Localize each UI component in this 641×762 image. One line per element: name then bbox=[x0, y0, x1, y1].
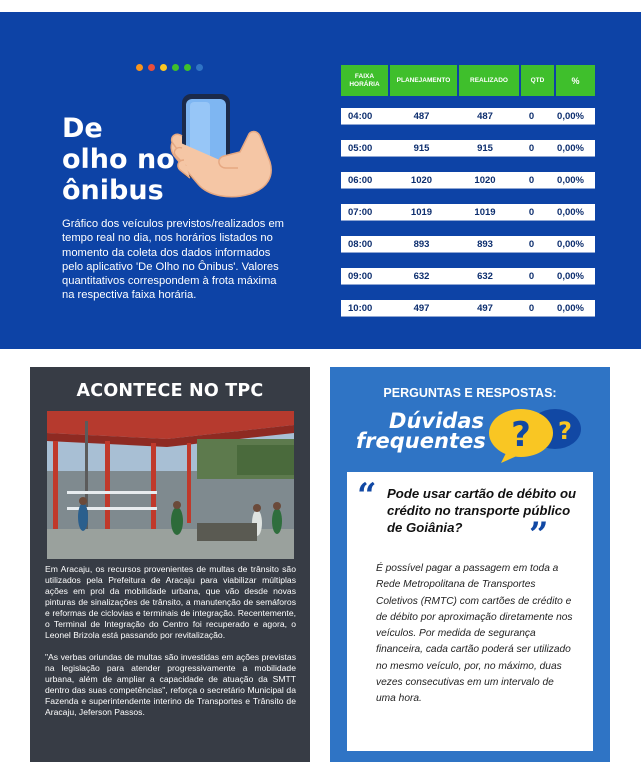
faq-card bbox=[347, 472, 593, 751]
cell-realizado: 1020 bbox=[474, 174, 496, 186]
faq-title-line-1: Dúvidas bbox=[389, 409, 484, 433]
table-row bbox=[341, 300, 595, 316]
cell-percent: 0,00% bbox=[557, 302, 584, 314]
news-paragraph-2: "As verbas oriundas de multas são investidas em ações previstas na legislação para atender progressivamente a mobilidade urbana, além de ampliar a capacidade de atuação da SMTT dentro das suas competências", reforça o secretário Municipal da Fazenda e superintendente interino de Transportes e Trânsito de Aracaju, Jeferson Passos. bbox=[45, 652, 296, 717]
cell-percent: 0,00% bbox=[557, 206, 584, 218]
cell-qtd: 0 bbox=[528, 142, 535, 154]
cell-planejamento: 915 bbox=[413, 142, 430, 154]
table-row bbox=[341, 172, 595, 188]
cell-qtd: 0 bbox=[528, 302, 535, 314]
cell-realizado: 487 bbox=[477, 110, 493, 122]
table-row bbox=[341, 140, 595, 156]
cell-realizado: 632 bbox=[477, 270, 493, 282]
faq-title-line-2: frequentes bbox=[356, 429, 486, 453]
news-panel bbox=[30, 367, 310, 762]
cell-planejamento: 893 bbox=[413, 238, 430, 250]
cell-qtd: 0 bbox=[528, 270, 535, 282]
cell-faixa: 08:00 bbox=[348, 238, 373, 250]
faq-panel bbox=[330, 367, 610, 762]
dot-6 bbox=[196, 64, 203, 71]
phone-in-hand-icon bbox=[168, 92, 278, 202]
cell-faixa: 06:00 bbox=[348, 174, 373, 186]
cell-qtd: 0 bbox=[528, 110, 535, 122]
title-line-1: De bbox=[62, 113, 103, 144]
terminal-photo bbox=[47, 411, 294, 559]
title-line-3: ônibus bbox=[62, 175, 164, 206]
table-header bbox=[341, 65, 595, 96]
table-row bbox=[341, 204, 595, 220]
de-olho-no-onibus-banner bbox=[0, 12, 641, 349]
cell-faixa: 07:00 bbox=[348, 206, 373, 218]
news-body bbox=[45, 564, 296, 729]
quote-close-icon: ” bbox=[529, 515, 549, 555]
col-header-faixa: FAIXA HORÁRIA bbox=[341, 65, 388, 96]
question-mark-big: ? bbox=[511, 415, 531, 455]
dot-1 bbox=[136, 64, 143, 71]
faq-answer: É possível pagar a passagem em toda a Rede Metropolitana de Transportes Coletivos (RMTC) com cartões de crédito e de débito por aproximação diretamente nos veículos. Por medida de segurança financeira, cada cartão poderá ser utilizado no mesmo veículo, por, no máximo, duas vezes consecutivas em um intervalo de uma hora. bbox=[376, 563, 573, 705]
cell-realizado: 1019 bbox=[474, 206, 496, 218]
cell-planejamento: 1020 bbox=[410, 174, 433, 186]
cell-faixa: 05:00 bbox=[348, 142, 373, 154]
faq-kicker: PERGUNTAS E RESPOSTAS: bbox=[383, 386, 557, 400]
cell-qtd: 0 bbox=[528, 206, 535, 218]
cell-planejamento: 497 bbox=[413, 302, 430, 314]
cell-planejamento: 487 bbox=[413, 110, 430, 122]
cell-faixa: 10:00 bbox=[348, 302, 373, 314]
faq-question: Pode usar cartão de débito ou crédito no transporte público de Goiânia? bbox=[387, 486, 577, 535]
news-heading: ACONTECE NO TPC bbox=[76, 381, 264, 401]
col-header-qtd: QTD bbox=[521, 65, 554, 96]
cell-percent: 0,00% bbox=[557, 174, 584, 186]
cell-qtd: 0 bbox=[528, 174, 535, 186]
cell-realizado: 497 bbox=[477, 302, 493, 314]
cell-percent: 0,00% bbox=[557, 110, 584, 122]
quote-open-icon: “ bbox=[357, 476, 377, 516]
cell-realizado: 915 bbox=[477, 142, 493, 154]
dot-3 bbox=[160, 64, 167, 71]
cell-percent: 0,00% bbox=[557, 238, 584, 250]
title-line-2: olho no bbox=[62, 144, 175, 175]
dot-2 bbox=[148, 64, 155, 71]
table-body bbox=[341, 108, 595, 316]
col-header-realizado: REALIZADO bbox=[459, 65, 519, 96]
faq-title bbox=[356, 411, 484, 451]
cell-realizado: 893 bbox=[477, 238, 493, 250]
cell-qtd: 0 bbox=[528, 238, 535, 250]
decorative-dots bbox=[136, 64, 203, 71]
fleet-table bbox=[341, 65, 595, 316]
cell-percent: 0,00% bbox=[557, 270, 584, 282]
banner-title bbox=[62, 113, 175, 206]
col-header-percent: % bbox=[556, 65, 595, 96]
dot-4 bbox=[172, 64, 179, 71]
cell-planejamento: 632 bbox=[413, 270, 430, 282]
news-paragraph-1: Em Aracaju, os recursos provenientes de multas de trânsito são utilizados pela Prefeitura de Aracaju para viabilizar múltiplas ações em prol da mobilidade urbana, que vão desde novas pinturas de sinalizações de trânsito, a manutenção de semáforos e reformas de ciclovias e terminais de integração. Recentemente, o Terminal de Integração do Centro foi recuperado e agora, o Leonel Brizola está passando por revitalização. bbox=[45, 564, 296, 640]
cell-faixa: 04:00 bbox=[348, 110, 373, 122]
table-row bbox=[341, 268, 595, 284]
table-row bbox=[341, 108, 595, 124]
banner-description: Gráfico dos veículos previstos/realizados em tempo real no dia, nos horários listados no momento da coleta dos dados informados pelo aplicativo 'De Olho no Ônibus'. Valores quantitativos correspondem à frota máxima na respectiva faixa horária. bbox=[62, 218, 284, 302]
cell-percent: 0,00% bbox=[557, 142, 584, 154]
col-header-planejamento: PLANEJAMENTO bbox=[390, 65, 457, 96]
question-bubbles-icon bbox=[487, 407, 587, 465]
dot-5 bbox=[184, 64, 191, 71]
cell-planejamento: 1019 bbox=[410, 206, 433, 218]
question-mark-small: ? bbox=[558, 417, 572, 445]
table-row bbox=[341, 236, 595, 252]
cell-faixa: 09:00 bbox=[348, 270, 373, 282]
